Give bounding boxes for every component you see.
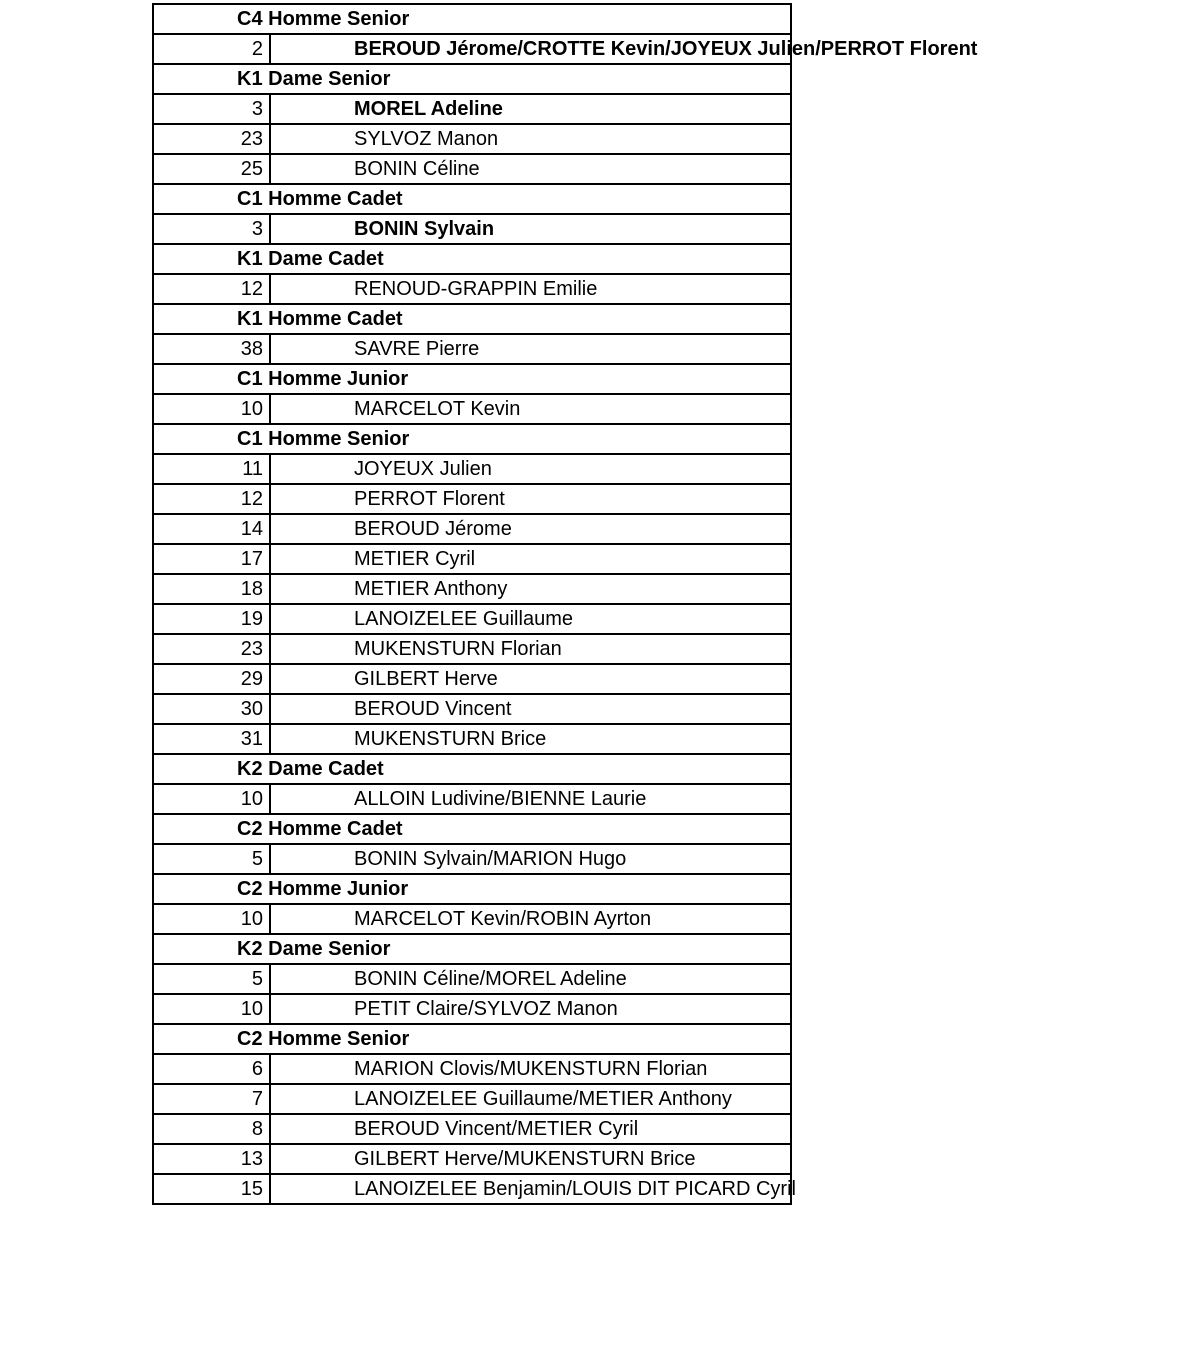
category-label: C1 Homme Junior — [153, 364, 791, 394]
category-label: C2 Homme Cadet — [153, 814, 791, 844]
result-row — [153, 994, 791, 1024]
result-row — [153, 544, 791, 574]
name-cell: SYLVOZ Manon — [270, 124, 791, 154]
results-table-body — [153, 4, 978, 1204]
category-row — [153, 934, 791, 964]
category-row — [153, 754, 791, 784]
category-label: K1 Dame Cadet — [153, 244, 791, 274]
rank-cell: 13 — [153, 1144, 270, 1174]
rank-cell: 23 — [153, 124, 270, 154]
result-row — [153, 634, 791, 664]
rank-cell: 15 — [153, 1174, 270, 1204]
category-row — [153, 364, 791, 394]
rank-cell: 17 — [153, 544, 270, 574]
category-row — [153, 1024, 791, 1054]
result-row — [153, 574, 791, 604]
result-row — [153, 94, 791, 124]
rank-cell: 38 — [153, 334, 270, 364]
name-cell: BEROUD Vincent/METIER Cyril — [270, 1114, 791, 1144]
name-cell: MUKENSTURN Florian — [270, 634, 791, 664]
category-label: K2 Dame Senior — [153, 934, 791, 964]
name-cell: PETIT Claire/SYLVOZ Manon — [270, 994, 791, 1024]
result-row — [153, 34, 791, 64]
category-label: C4 Homme Senior — [153, 4, 791, 34]
result-row — [153, 964, 791, 994]
category-row — [153, 874, 791, 904]
result-row — [153, 124, 791, 154]
result-row — [153, 784, 791, 814]
result-row — [153, 604, 791, 634]
rank-cell: 5 — [153, 964, 270, 994]
result-row — [153, 1114, 791, 1144]
name-cell: LANOIZELEE Guillaume/METIER Anthony — [270, 1084, 791, 1114]
name-cell: MOREL Adeline — [270, 94, 791, 124]
rank-cell: 10 — [153, 394, 270, 424]
category-row — [153, 244, 791, 274]
category-row — [153, 424, 791, 454]
rank-cell: 10 — [153, 904, 270, 934]
result-row — [153, 1174, 791, 1204]
name-cell: MUKENSTURN Brice — [270, 724, 791, 754]
name-cell: PERROT Florent — [270, 484, 791, 514]
name-cell: LANOIZELEE Guillaume — [270, 604, 791, 634]
name-cell: BONIN Céline — [270, 154, 791, 184]
result-row — [153, 334, 791, 364]
results-table — [152, 3, 978, 1205]
category-label: K1 Dame Senior — [153, 64, 791, 94]
rank-cell: 10 — [153, 994, 270, 1024]
result-row — [153, 214, 791, 244]
rank-cell: 12 — [153, 484, 270, 514]
result-row — [153, 154, 791, 184]
category-row — [153, 4, 791, 34]
name-cell: BONIN Céline/MOREL Adeline — [270, 964, 791, 994]
rank-cell: 3 — [153, 214, 270, 244]
name-cell: METIER Anthony — [270, 574, 791, 604]
result-row — [153, 274, 791, 304]
name-cell: RENOUD-GRAPPIN Emilie — [270, 274, 791, 304]
rank-cell: 18 — [153, 574, 270, 604]
result-row — [153, 454, 791, 484]
category-label: K1 Homme Cadet — [153, 304, 791, 334]
name-cell: BEROUD Vincent — [270, 694, 791, 724]
category-row — [153, 64, 791, 94]
rank-cell: 29 — [153, 664, 270, 694]
name-cell: MARCELOT Kevin — [270, 394, 791, 424]
result-row — [153, 1084, 791, 1114]
result-row — [153, 394, 791, 424]
name-cell: ALLOIN Ludivine/BIENNE Laurie — [270, 784, 791, 814]
rank-cell: 7 — [153, 1084, 270, 1114]
result-row — [153, 1144, 791, 1174]
name-cell: BONIN Sylvain — [270, 214, 791, 244]
rank-cell: 5 — [153, 844, 270, 874]
rank-cell: 8 — [153, 1114, 270, 1144]
name-cell: JOYEUX Julien — [270, 454, 791, 484]
rank-cell: 19 — [153, 604, 270, 634]
category-label: C1 Homme Cadet — [153, 184, 791, 214]
category-label: C2 Homme Junior — [153, 874, 791, 904]
name-cell: BEROUD Jérome/CROTTE Kevin/JOYEUX Julien/PERROT Florent — [270, 34, 791, 64]
name-cell: GILBERT Herve/MUKENSTURN Brice — [270, 1144, 791, 1174]
result-row — [153, 724, 791, 754]
result-row — [153, 904, 791, 934]
name-cell: GILBERT Herve — [270, 664, 791, 694]
rank-cell: 23 — [153, 634, 270, 664]
category-label: K2 Dame Cadet — [153, 754, 791, 784]
result-row — [153, 1054, 791, 1084]
name-cell: SAVRE Pierre — [270, 334, 791, 364]
rank-cell: 3 — [153, 94, 270, 124]
rank-cell: 25 — [153, 154, 270, 184]
name-cell: MARION Clovis/MUKENSTURN Florian — [270, 1054, 791, 1084]
category-label: C2 Homme Senior — [153, 1024, 791, 1054]
rank-cell: 6 — [153, 1054, 270, 1084]
name-cell: BONIN Sylvain/MARION Hugo — [270, 844, 791, 874]
rank-cell: 31 — [153, 724, 270, 754]
rank-cell: 30 — [153, 694, 270, 724]
rank-cell: 2 — [153, 34, 270, 64]
name-cell: LANOIZELEE Benjamin/LOUIS DIT PICARD Cyril — [270, 1174, 791, 1204]
result-row — [153, 514, 791, 544]
result-row — [153, 694, 791, 724]
category-row — [153, 184, 791, 214]
result-row — [153, 484, 791, 514]
rank-cell: 12 — [153, 274, 270, 304]
category-label: C1 Homme Senior — [153, 424, 791, 454]
category-row — [153, 814, 791, 844]
category-row — [153, 304, 791, 334]
result-row — [153, 664, 791, 694]
rank-cell: 14 — [153, 514, 270, 544]
name-cell: BEROUD Jérome — [270, 514, 791, 544]
result-row — [153, 844, 791, 874]
rank-cell: 10 — [153, 784, 270, 814]
name-cell: MARCELOT Kevin/ROBIN Ayrton — [270, 904, 791, 934]
name-cell: METIER Cyril — [270, 544, 791, 574]
rank-cell: 11 — [153, 454, 270, 484]
